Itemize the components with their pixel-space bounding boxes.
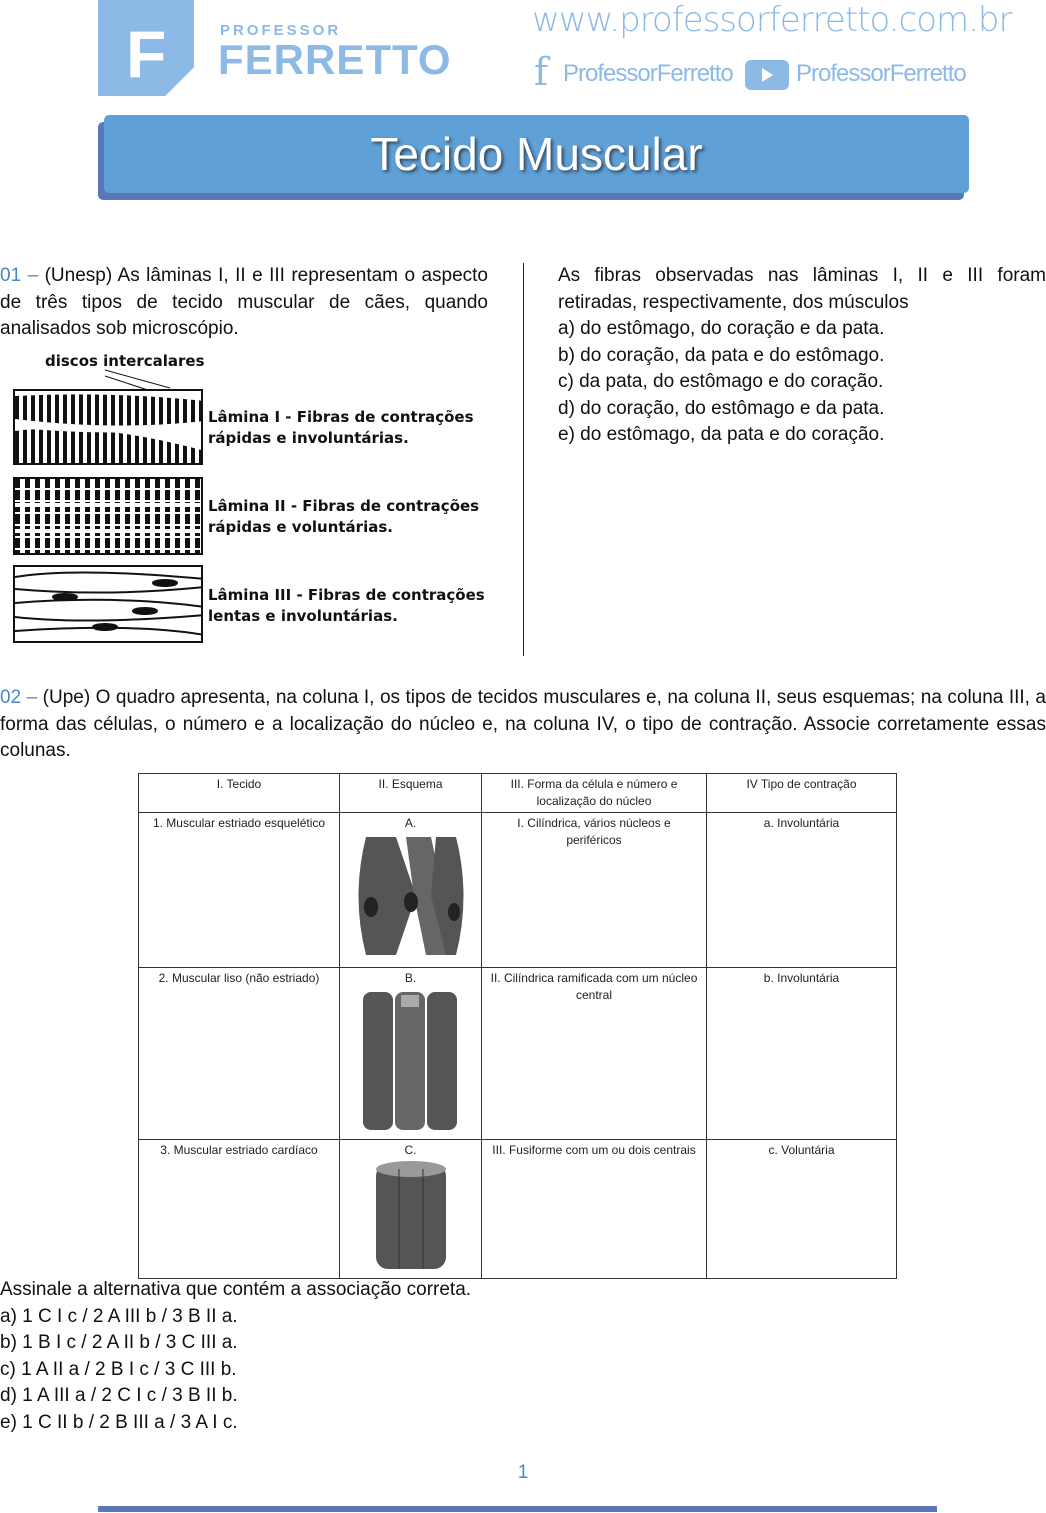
lamina2-label: Lâmina II - Fibras de contrações rápidas e voluntárias. [208,497,480,536]
q2-option-e: e) 1 C II b / 2 B III a / 3 A I c. [0,1411,238,1433]
scheme-b-image [361,987,461,1132]
q1-statement: (Unesp) As lâminas I, II e III representam o aspecto de três tipos de tecido muscular de cães, quando analisados sob microscópio. [0,265,488,339]
scheme-label: B. [404,971,417,985]
lamina3-image [13,565,203,643]
youtube-icon [745,60,789,90]
scheme-a-image [356,832,466,960]
table-header-row [139,774,897,813]
facebook-icon: f [534,50,549,94]
cell-scheme [340,968,482,1140]
page-title: Tecido Muscular [104,115,969,193]
table-row [139,1140,897,1279]
q1-option-c: c) da pata, do estômago e do coração. [558,371,884,392]
scheme-label: A. [404,816,417,830]
table-row [139,968,897,1140]
cell-contraction: a. Involuntária [707,813,897,968]
header-forma: III. Forma da célula e número e localização do núcleo [482,774,707,813]
q2-dash: – [21,687,43,708]
q2-text [0,685,1046,765]
q2-answers [0,1277,1046,1436]
cell-scheme [340,813,482,968]
lamina1-image [13,389,203,465]
youtube-handle[interactable]: ProfessorFerretto [796,60,966,87]
facebook-handle[interactable]: ProfessorFerretto [563,60,733,87]
lamina1-label: Lâmina I - Fibras de contrações rápidas e involuntárias. [208,408,474,447]
q2-number: 02 [0,687,22,708]
q2-option-a: a) 1 C I c / 2 A III b / 3 B II a. [0,1305,238,1327]
footer-bar [98,1506,937,1512]
q1-option-d: d) do coração, do estômago e da pata. [558,397,885,419]
cell-shape: III. Fusiforme com um ou dois centrais [482,1140,707,1279]
cell-tissue: 3. Muscular estriado cardíaco [139,1140,340,1279]
q2-option-b: b) 1 B I c / 2 A II b / 3 C III a. [0,1332,238,1353]
cell-contraction: c. Voluntária [707,1140,897,1279]
logo-professor: PROFESSOR [220,22,342,39]
cell-tissue: 1. Muscular estriado esquelético [139,813,340,968]
header-tecido: I. Tecido [139,774,340,813]
q1-text [0,263,488,343]
header-esquema: II. Esquema [340,774,482,813]
page-number: 1 [517,1462,529,1483]
lamina3-label: Lâmina III - Fibras de contrações lentas e involuntárias. [208,586,485,625]
q1-option-a: a) do estômago, do coração e da pata. [558,318,885,339]
website-link[interactable]: www.professorferretto.com.br [532,0,1012,40]
q2-option-d: d) 1 A III a / 2 C I c / 3 B II b. [0,1385,238,1406]
cell-shape: I. Cilíndrica, vários núcleos e periféricos [482,813,707,968]
q1-option-e: e) do estômago, da pata e do coração. [558,424,885,445]
lamina2-image [13,477,203,555]
q1-option-b: b) do coração, da pata e do estômago. [558,344,885,366]
logo-letter: F [126,17,167,91]
q1-number: 01 [0,265,22,286]
cell-scheme [340,1140,482,1279]
q2-statement: (Upe) O quadro apresenta, na coluna I, os tipos de tecidos musculares e, na coluna II, seus esquemas; na coluna III, a forma das células, o número e a localização do núcleo e, na coluna IV, o tipo de contração. Associe corretamente essas colunas. [0,687,1046,761]
association-table [138,773,897,1279]
q2-option-c: c) 1 A II a / 2 B I c / 3 C III b. [0,1358,237,1380]
header-contracao: IV Tipo de contração [707,774,897,813]
cell-contraction: b. Involuntária [707,968,897,1140]
column-divider [523,263,524,656]
scheme-label: C. [404,1143,417,1157]
cell-shape: II. Cilíndrica ramificada com um núcleo central [482,968,707,1140]
q2-stem: Assinale a alternativa que contém a associação correta. [0,1279,472,1300]
table-row [139,813,897,968]
scheme-c-image [371,1159,451,1271]
discs-label: discos intercalares [45,352,205,370]
q1-stem: As fibras observadas nas lâminas I, II e III foram retiradas, respectivamente, dos músculos [558,265,1046,313]
cell-tissue: 2. Muscular liso (não estriado) [139,968,340,1140]
q1-right-column [558,263,1046,449]
logo-ferretto: FERRETTO [218,36,452,83]
q1-dash: – [21,265,45,286]
